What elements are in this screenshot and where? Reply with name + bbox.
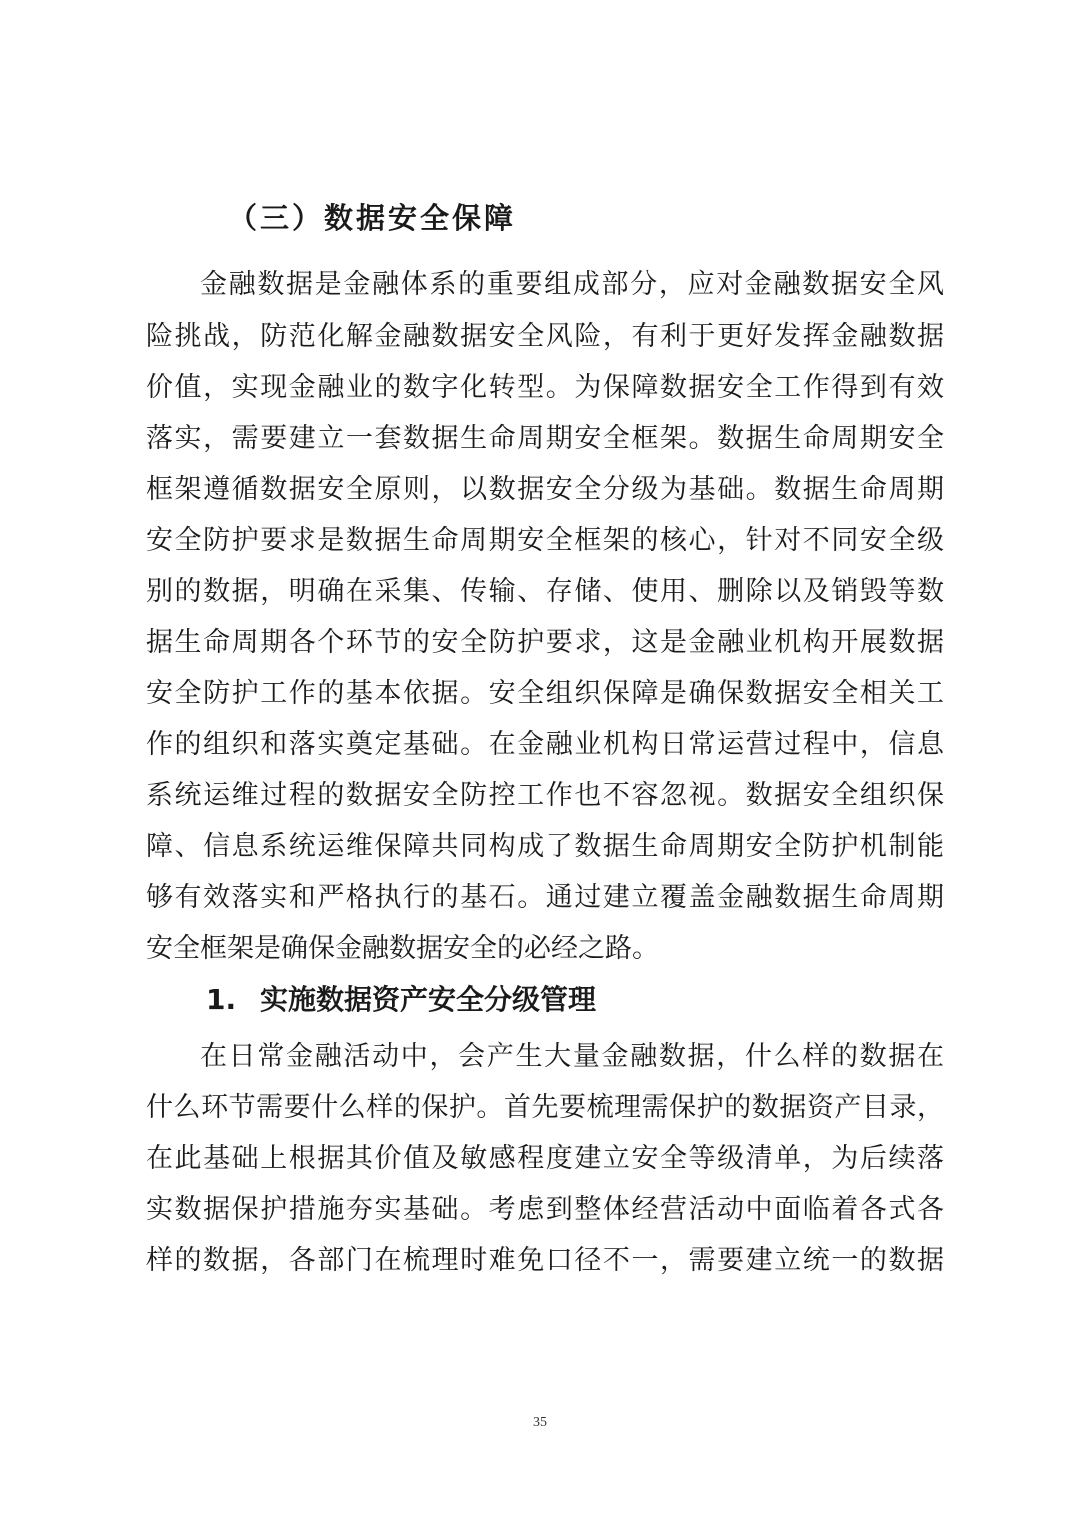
paragraph-line: 什么环节需要什么样的保护。首先要梳理需保护的数据资产目录， xyxy=(146,1092,944,1123)
subsection-number: 1. xyxy=(206,983,237,1016)
paragraph-line: 系统运维过程的数据安全防控工作也不容忽视。数据安全组织保 xyxy=(146,780,944,811)
page-number: 35 xyxy=(533,1415,547,1430)
subsection-title: 实施数据资产安全分级管理 xyxy=(260,983,597,1016)
paragraph-line: 样的数据，各部门在梳理时难免口径不一，需要建立统一的数据 xyxy=(146,1245,944,1276)
paragraph-line: 险挑战，防范化解金融数据安全风险，有利于更好发挥金融数据 xyxy=(146,321,944,352)
paragraph-line: 够有效落实和严格执行的基石。通过建立覆盖金融数据生命周期 xyxy=(146,882,944,913)
section-heading: （三）数据安全保障 xyxy=(228,201,517,235)
paragraph-line: 在此基础上根据其价值及敏感程度建立安全等级清单，为后续落 xyxy=(146,1143,944,1174)
paragraph-line: 别的数据，明确在采集、传输、存储、使用、删除以及销毁等数 xyxy=(146,576,944,607)
paragraph-line: 安全防护工作的基本依据。安全组织保障是确保数据安全相关工 xyxy=(146,678,944,709)
paragraph-line: 框架遵循数据安全原则，以数据安全分级为基础。数据生命周期 xyxy=(146,474,944,505)
paragraph-line: 落实，需要建立一套数据生命周期安全框架。数据生命周期安全 xyxy=(146,423,944,454)
paragraph-line: 作的组织和落实奠定基础。在金融业机构日常运营过程中，信息 xyxy=(146,729,944,760)
paragraph-line: 据生命周期各个环节的安全防护要求，这是金融业机构开展数据 xyxy=(146,627,944,658)
paragraph-line: 在日常金融活动中，会产生大量金融数据，什么样的数据在 xyxy=(200,1041,944,1072)
subsection-heading xyxy=(206,974,596,1026)
paragraph-line: 价值，实现金融业的数字化转型。为保障数据安全工作得到有效 xyxy=(146,372,944,403)
paragraph-line: 金融数据是金融体系的重要组成部分，应对金融数据安全风 xyxy=(200,269,944,300)
paragraph-line: 安全防护要求是数据生命周期安全框架的核心，针对不同安全级 xyxy=(146,525,944,556)
paragraph-line: 安全框架是确保金融数据安全的必经之路。 xyxy=(146,933,659,964)
paragraph-line: 障、信息系统运维保障共同构成了数据生命周期安全防护机制能 xyxy=(146,831,944,862)
paragraph-line: 实数据保护措施夯实基础。考虑到整体经营活动中面临着各式各 xyxy=(146,1194,944,1225)
